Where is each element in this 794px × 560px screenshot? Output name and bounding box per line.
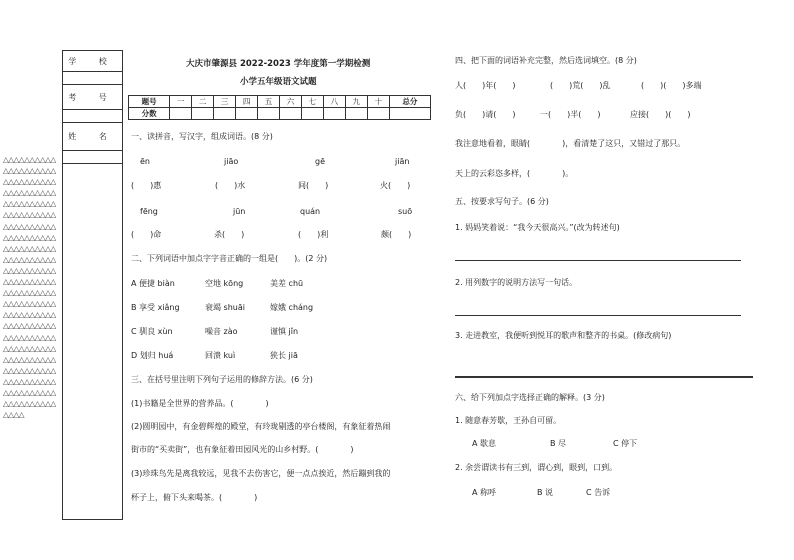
- score-cell: 六: [279, 96, 301, 108]
- score-input-cell[interactable]: [323, 108, 345, 120]
- choice[interactable]: A 歇息: [472, 439, 497, 448]
- score-cell: 总分: [389, 96, 430, 108]
- pinyin: suō: [398, 207, 413, 216]
- score-cell: 十: [367, 96, 389, 108]
- score-table: [128, 95, 431, 120]
- score-cell: 四: [236, 96, 258, 108]
- answer-line[interactable]: [455, 260, 741, 261]
- fill-sentence[interactable]: 我注意地看着，眼睛( )，看清楚了这只，又错过了那只。: [455, 139, 686, 148]
- score-cell: 七: [301, 96, 323, 108]
- choice[interactable]: C 停下: [613, 439, 638, 448]
- question-2: 2. 余尝谓读书有三到，谓心到，眼到，口到。: [455, 463, 618, 472]
- exam-number-field[interactable]: [63, 110, 122, 123]
- score-cell: 九: [345, 96, 367, 108]
- choice[interactable]: B 尽: [550, 439, 567, 448]
- word-blank[interactable]: 间( ): [298, 181, 329, 190]
- option-b-word2: 衰竭 shuāi: [205, 303, 245, 312]
- score-input-cell[interactable]: [192, 108, 214, 120]
- score-row-label: 分数: [129, 108, 170, 120]
- option-b-word1[interactable]: B 享受 xiǎng: [131, 303, 180, 312]
- section3-heading: 三、在括号里注明下列句子运用的修辞方法。(6 分): [131, 375, 313, 384]
- score-input-cell[interactable]: [367, 108, 389, 120]
- score-input-cell[interactable]: [258, 108, 280, 120]
- school-field[interactable]: [63, 72, 122, 85]
- word-blank[interactable]: ( )命: [131, 230, 162, 239]
- score-cell: 二: [192, 96, 214, 108]
- option-c-word3: 谨慎 jǐn: [270, 327, 299, 336]
- section4-heading: 四、把下面的词语补充完整，然后选词填空。(8 分): [455, 56, 637, 65]
- pinyin: ēn: [140, 157, 150, 166]
- rhetoric-item: 街市的“买卖街”，也有象征着田园风光的山乡村野。( ): [131, 445, 354, 454]
- sentence-task: 3. 走进教室，我便听到悦耳的歌声和整齐的书桌。(修改病句): [455, 331, 672, 340]
- answer-line[interactable]: [455, 315, 741, 316]
- exam-subtitle: 小学五年级语文试题: [240, 77, 317, 87]
- answer-line[interactable]: [455, 376, 753, 378]
- option-d-word1[interactable]: D 划归 huá: [131, 351, 174, 360]
- pinyin: jiān: [395, 157, 410, 166]
- score-table-score-row: [129, 108, 431, 120]
- option-c-word2: 噪音 zào: [205, 327, 238, 336]
- seal-line-triangles: △△△△△△△△△△△△△△△△△△△△△△△△△△△△△△△△△△△△△△△△△△△△△△△△△△△△△△△△△△△△△△△△△△△△△△△△△△△△△△△△△△△△△△△△△△△△△△△△△△△△△△△△△△△△△△△△△△△△△△△△△△△△△△△△△△△△△△△△△△△△△△△△△△△△△△△△△△△△△△△△△△△△△△△△△△△△△△△△△△△△△△△△△△△△△△△△△△△△△△△△△△△△△△△△△△△△△△△△△△△△△△△△△△△△△△△△△△: [3, 155, 56, 420]
- pinyin: jūn: [233, 207, 246, 216]
- school-label: 学 校: [63, 51, 122, 72]
- score-cell: 八: [323, 96, 345, 108]
- idiom-blank[interactable]: ( )荒( )乱: [550, 81, 611, 90]
- score-cell: 五: [258, 96, 280, 108]
- student-info-panel: [62, 50, 123, 520]
- section6-heading: 六、给下列加点字选择正确的解释。(3 分): [455, 393, 605, 402]
- score-table-header-row: [129, 96, 431, 108]
- name-label: 姓 名: [63, 123, 122, 151]
- name-field[interactable]: [63, 151, 122, 164]
- option-b-word3: 嫁娥 cháng: [270, 303, 314, 312]
- idiom-blank[interactable]: ( )( )多端: [641, 81, 702, 90]
- score-input-cell[interactable]: [170, 108, 192, 120]
- exam-title: 大庆市肇源县 2022-2023 学年度第一学期检测: [186, 59, 371, 69]
- rhetoric-item: 杯子上，俯下头来喝茶。( ): [131, 493, 258, 502]
- word-blank[interactable]: 颇( ): [381, 230, 412, 239]
- choice[interactable]: A 称呼: [472, 488, 497, 497]
- word-blank[interactable]: ( )水: [215, 181, 246, 190]
- rhetoric-item: (1)书籍是全世界的营养品。( ): [131, 399, 269, 408]
- pinyin: quán: [300, 207, 321, 216]
- idiom-blank[interactable]: 应接( )( ): [630, 110, 691, 119]
- sentence-task: 2. 用列数字的说明方法写一句话。: [455, 278, 578, 287]
- exam-number-label: 考 号: [63, 85, 122, 110]
- option-d-word2: 回溃 kuì: [205, 351, 236, 360]
- fill-sentence[interactable]: 天上的云彩恣多样，( )。: [455, 169, 574, 178]
- word-blank[interactable]: ( )利: [298, 230, 329, 239]
- option-a-word3: 美差 chū: [270, 279, 304, 288]
- score-input-cell[interactable]: [214, 108, 236, 120]
- score-input-cell[interactable]: [345, 108, 367, 120]
- idiom-blank[interactable]: 一( )半( ): [540, 110, 601, 119]
- score-input-cell[interactable]: [389, 108, 430, 120]
- idiom-blank[interactable]: 人( )年( ): [455, 81, 516, 90]
- choice[interactable]: B 说: [537, 488, 554, 497]
- word-blank[interactable]: 杀( ): [214, 230, 245, 239]
- score-input-cell[interactable]: [279, 108, 301, 120]
- word-blank[interactable]: 火( ): [380, 181, 411, 190]
- word-blank[interactable]: ( )惠: [131, 181, 162, 190]
- pinyin: fēng: [140, 207, 158, 216]
- score-cell: 三: [214, 96, 236, 108]
- pinyin: jiāo: [224, 157, 239, 166]
- option-c-word1[interactable]: C 驯良 xùn: [131, 327, 173, 336]
- choice[interactable]: C 告诉: [586, 488, 611, 497]
- score-cell: 一: [170, 96, 192, 108]
- option-a-word1[interactable]: A 便捷 biàn: [131, 279, 175, 288]
- option-a-word2: 空地 kōng: [205, 279, 244, 288]
- rhetoric-item: (3)珍珠鸟先是离我较远，见我不去伤害它，便一点点挨近，然后蹦到我的: [131, 469, 391, 478]
- score-input-cell[interactable]: [301, 108, 323, 120]
- idiom-blank[interactable]: 负( )请( ): [455, 110, 516, 119]
- sentence-task: 1. 妈妈笑着说：“我今天很高兴。”(改为转述句): [455, 223, 620, 232]
- option-d-word3: 狭长 jiā: [270, 351, 298, 360]
- rhetoric-item: (2)圆明园中，有金碧辉煌的殿堂，有玲珑剔透的亭台楼阁，有象征着热闹: [131, 422, 391, 431]
- section2-heading: 二、下列词语中加点字字音正确的一组是( )。(2 分): [131, 254, 328, 263]
- score-cell: 题号: [129, 96, 170, 108]
- score-input-cell[interactable]: [236, 108, 258, 120]
- section5-heading: 五、按要求写句子。(6 分): [455, 197, 549, 206]
- pinyin: gē: [315, 157, 325, 166]
- section1-heading: 一、读拼音，写汉字，组成词语。(8 分): [131, 132, 273, 141]
- question-1: 1. 随意春芳歇，王孙自可留。: [455, 416, 562, 425]
